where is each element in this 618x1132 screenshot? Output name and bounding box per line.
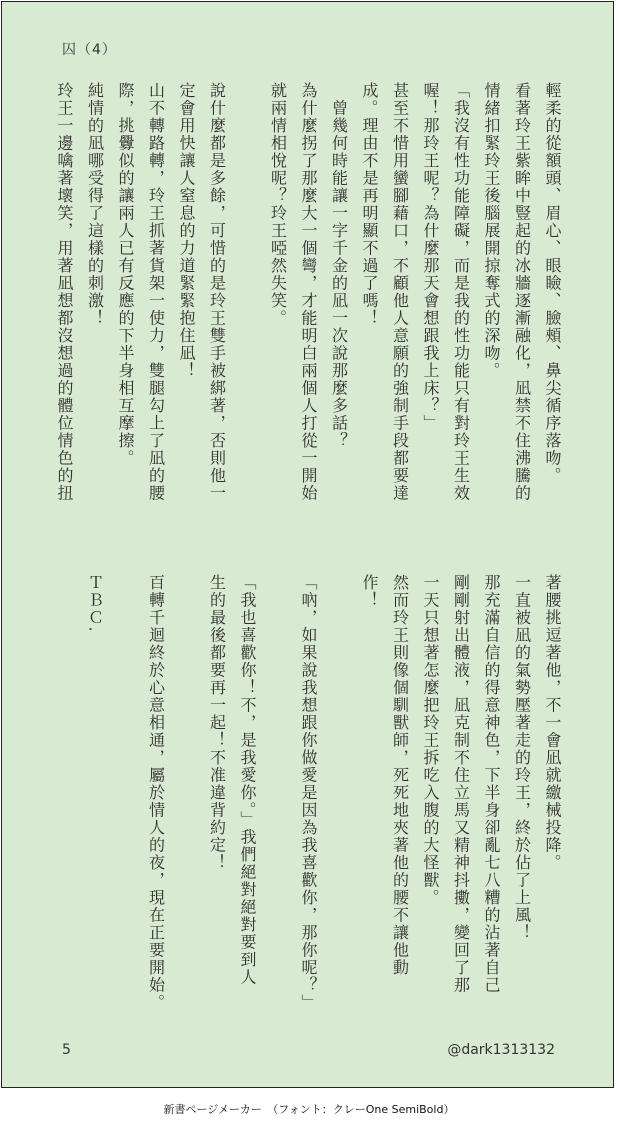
text-column: 生的最後都要再一起！不准違背約定！ — [207, 574, 227, 872]
author-handle: @dark1313132 — [447, 1042, 555, 1058]
text-column: ＴＢＣ. — [85, 574, 105, 634]
text-column: 剛剛射出體液，凪克制不住立馬又精神抖擻，變回了那 — [451, 574, 471, 994]
text-column: 曾幾何時能讓一字千金的凪一次說那麼多話？ — [329, 82, 349, 450]
text-column: 甚至不惜用蠻腳藉口，不顧他人意願的強制手段都要達 — [390, 82, 410, 502]
text-column: 一直被凪的氣勢壓著走的玲王，終於佔了上風！ — [512, 574, 532, 942]
text-column: 那充滿自信的得意神色，下半身卻亂七八糟的沾著自己 — [482, 574, 501, 994]
text-column: 看著玲王紫眸中豎起的冰牆逐漸融化，凪禁不住沸騰的 — [512, 82, 532, 502]
text-column: 成。理由不是再明顯不過了嗎！ — [360, 82, 379, 327]
text-column: 喔！那玲王呢？為什麼那天會想跟我上床？」 — [421, 82, 440, 432]
text-column: 定會用快讓人窒息的力道緊緊抱住凪！ — [177, 82, 196, 380]
text-column: 「我也喜歡你！不，是我愛你。」我們絕對絕對要到人 — [238, 574, 257, 986]
text-column: 著腰挑逗著他，不一會凪就繳械投降。 — [543, 574, 562, 872]
text-column: 情緒扣緊玲王後腦展開掠奪式的深吻。 — [482, 82, 501, 380]
text-column: 輕柔的從額頭、眉心、眼瞼、臉頰、鼻尖循序落吻。 — [543, 82, 562, 485]
text-column: 為什麼拐了那麼大一個彎，才能明白兩個人打從一開始 — [299, 82, 318, 502]
text-column: 就兩情相悅呢？玲王啞然失笑。 — [268, 82, 288, 327]
footer-caption: 新書ページメーカー （フォント：クレーOne SemiBold） — [163, 1103, 455, 1116]
text-column: 純情的凪哪受得了這樣的刺激！ — [85, 82, 105, 327]
chapter-header: 囚（4） — [62, 42, 117, 58]
text-column: 作！ — [360, 574, 379, 609]
text-column: 說什麼都是多餘，可惜的是玲王雙手被綁著，否則他一 — [207, 82, 227, 502]
text-column: 際，挑釁似的讓兩人已有反應的下半身相互摩擦。 — [116, 82, 135, 467]
text-column: 一天只想著怎麼把玲王拆吃入腹的大怪獸。 — [421, 574, 440, 907]
text-column: 「我沒有性功能障礙，而是我的性功能只有對玲王生效 — [451, 82, 471, 502]
text-column: 玲王一邊噙著壞笑，用著凪想都沒想過的體位情色的扭 — [55, 82, 74, 502]
text-column: 「吶，如果說我想跟你做愛是因為我喜歡你，那你呢？」 — [299, 574, 318, 1012]
text-column: 百轉千迴終於心意相通，屬於情人的夜，現在正要開始。 — [146, 574, 166, 1012]
text-column: 山不轉路轉，玲王抓著貨架一使力，雙腿勾上了凪的腰 — [146, 82, 166, 502]
text-column: 然而玲王則像個馴獸師，死死地夾著他的腰不讓他動 — [390, 574, 410, 977]
page-number: 5 — [62, 1042, 71, 1058]
novel-page — [1, 1, 614, 1088]
